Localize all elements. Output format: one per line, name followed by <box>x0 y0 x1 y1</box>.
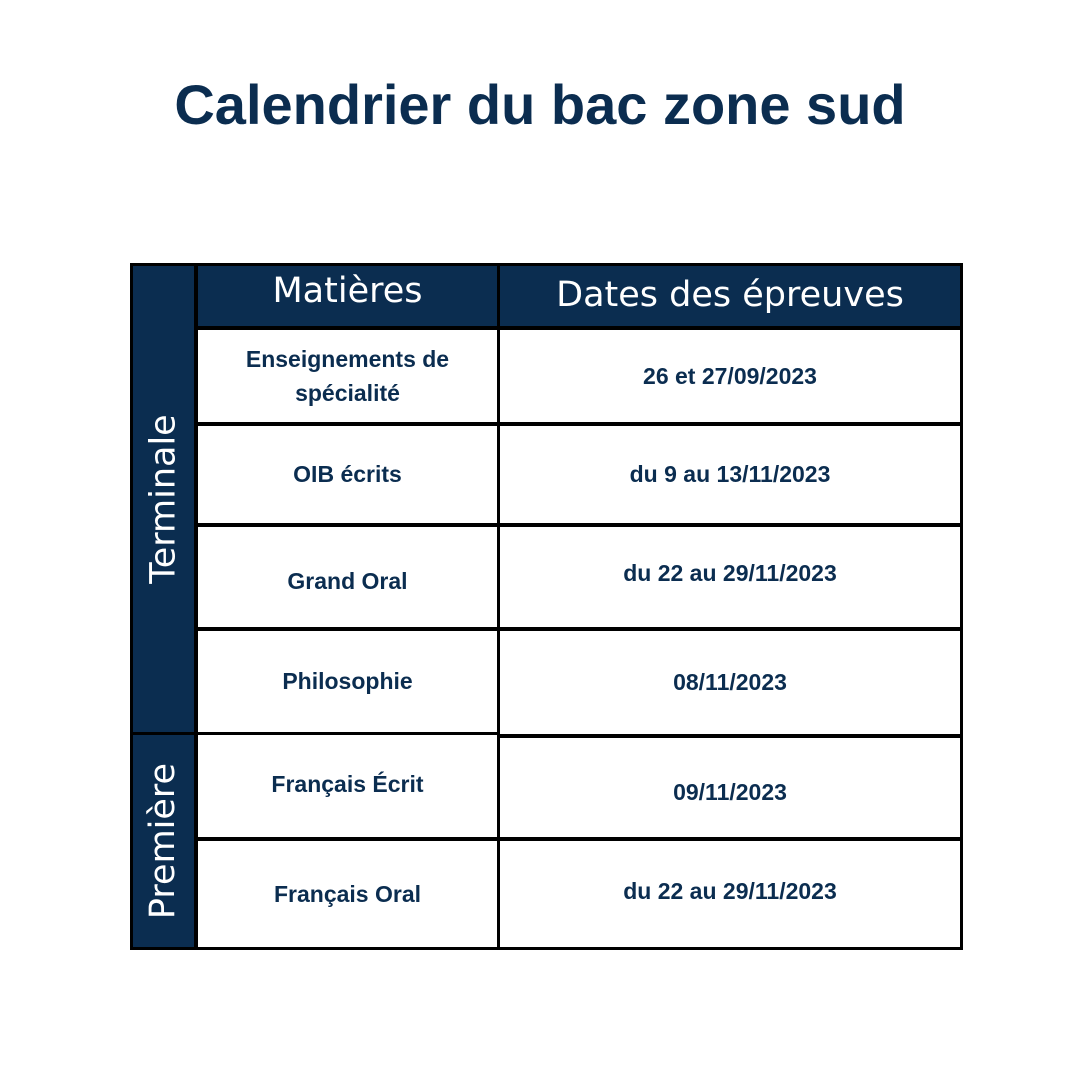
subject-text: Français Oral <box>273 880 422 907</box>
date-text: 08/11/2023 <box>673 669 787 696</box>
table-row-date <box>497 327 963 425</box>
date-text: du 22 au 29/11/2023 <box>623 877 837 904</box>
subject-text: OIB écrits <box>293 461 402 488</box>
date-text: du 22 au 29/11/2023 <box>623 559 837 586</box>
subject-text: Grand Oral <box>287 567 408 594</box>
table-row-date <box>497 838 963 950</box>
date-text: 09/11/2023 <box>673 779 787 806</box>
table-row-subject <box>195 732 500 840</box>
subject-text: Philosophie <box>282 668 413 695</box>
table-row-date <box>497 423 963 526</box>
column-header-dates <box>497 263 963 329</box>
group-terminale <box>130 263 197 735</box>
column-header-subjects <box>195 263 500 329</box>
table-row-subject <box>195 524 500 630</box>
table-row-subject <box>195 628 500 735</box>
table-row-subject <box>195 838 500 950</box>
group-label-premiere: Première <box>143 762 184 920</box>
column-header-subjects-label: Matières <box>272 271 423 311</box>
page-title: Calendrier du bac zone sud <box>174 73 906 136</box>
group-label-terminale: Terminale <box>143 414 184 584</box>
table-row-subject <box>195 423 500 526</box>
table-row-date <box>497 628 963 737</box>
date-text: du 9 au 13/11/2023 <box>629 461 831 488</box>
group-premiere <box>130 732 197 950</box>
table-row-subject <box>195 327 500 425</box>
column-header-dates-label: Dates des épreuves <box>556 275 904 315</box>
subject-text: Français Écrit <box>271 770 424 797</box>
date-text: 26 et 27/09/2023 <box>643 362 817 389</box>
table-row-date <box>497 524 963 630</box>
subject-text: Enseignements de spécialité <box>245 345 450 406</box>
table-row-date <box>497 735 963 840</box>
